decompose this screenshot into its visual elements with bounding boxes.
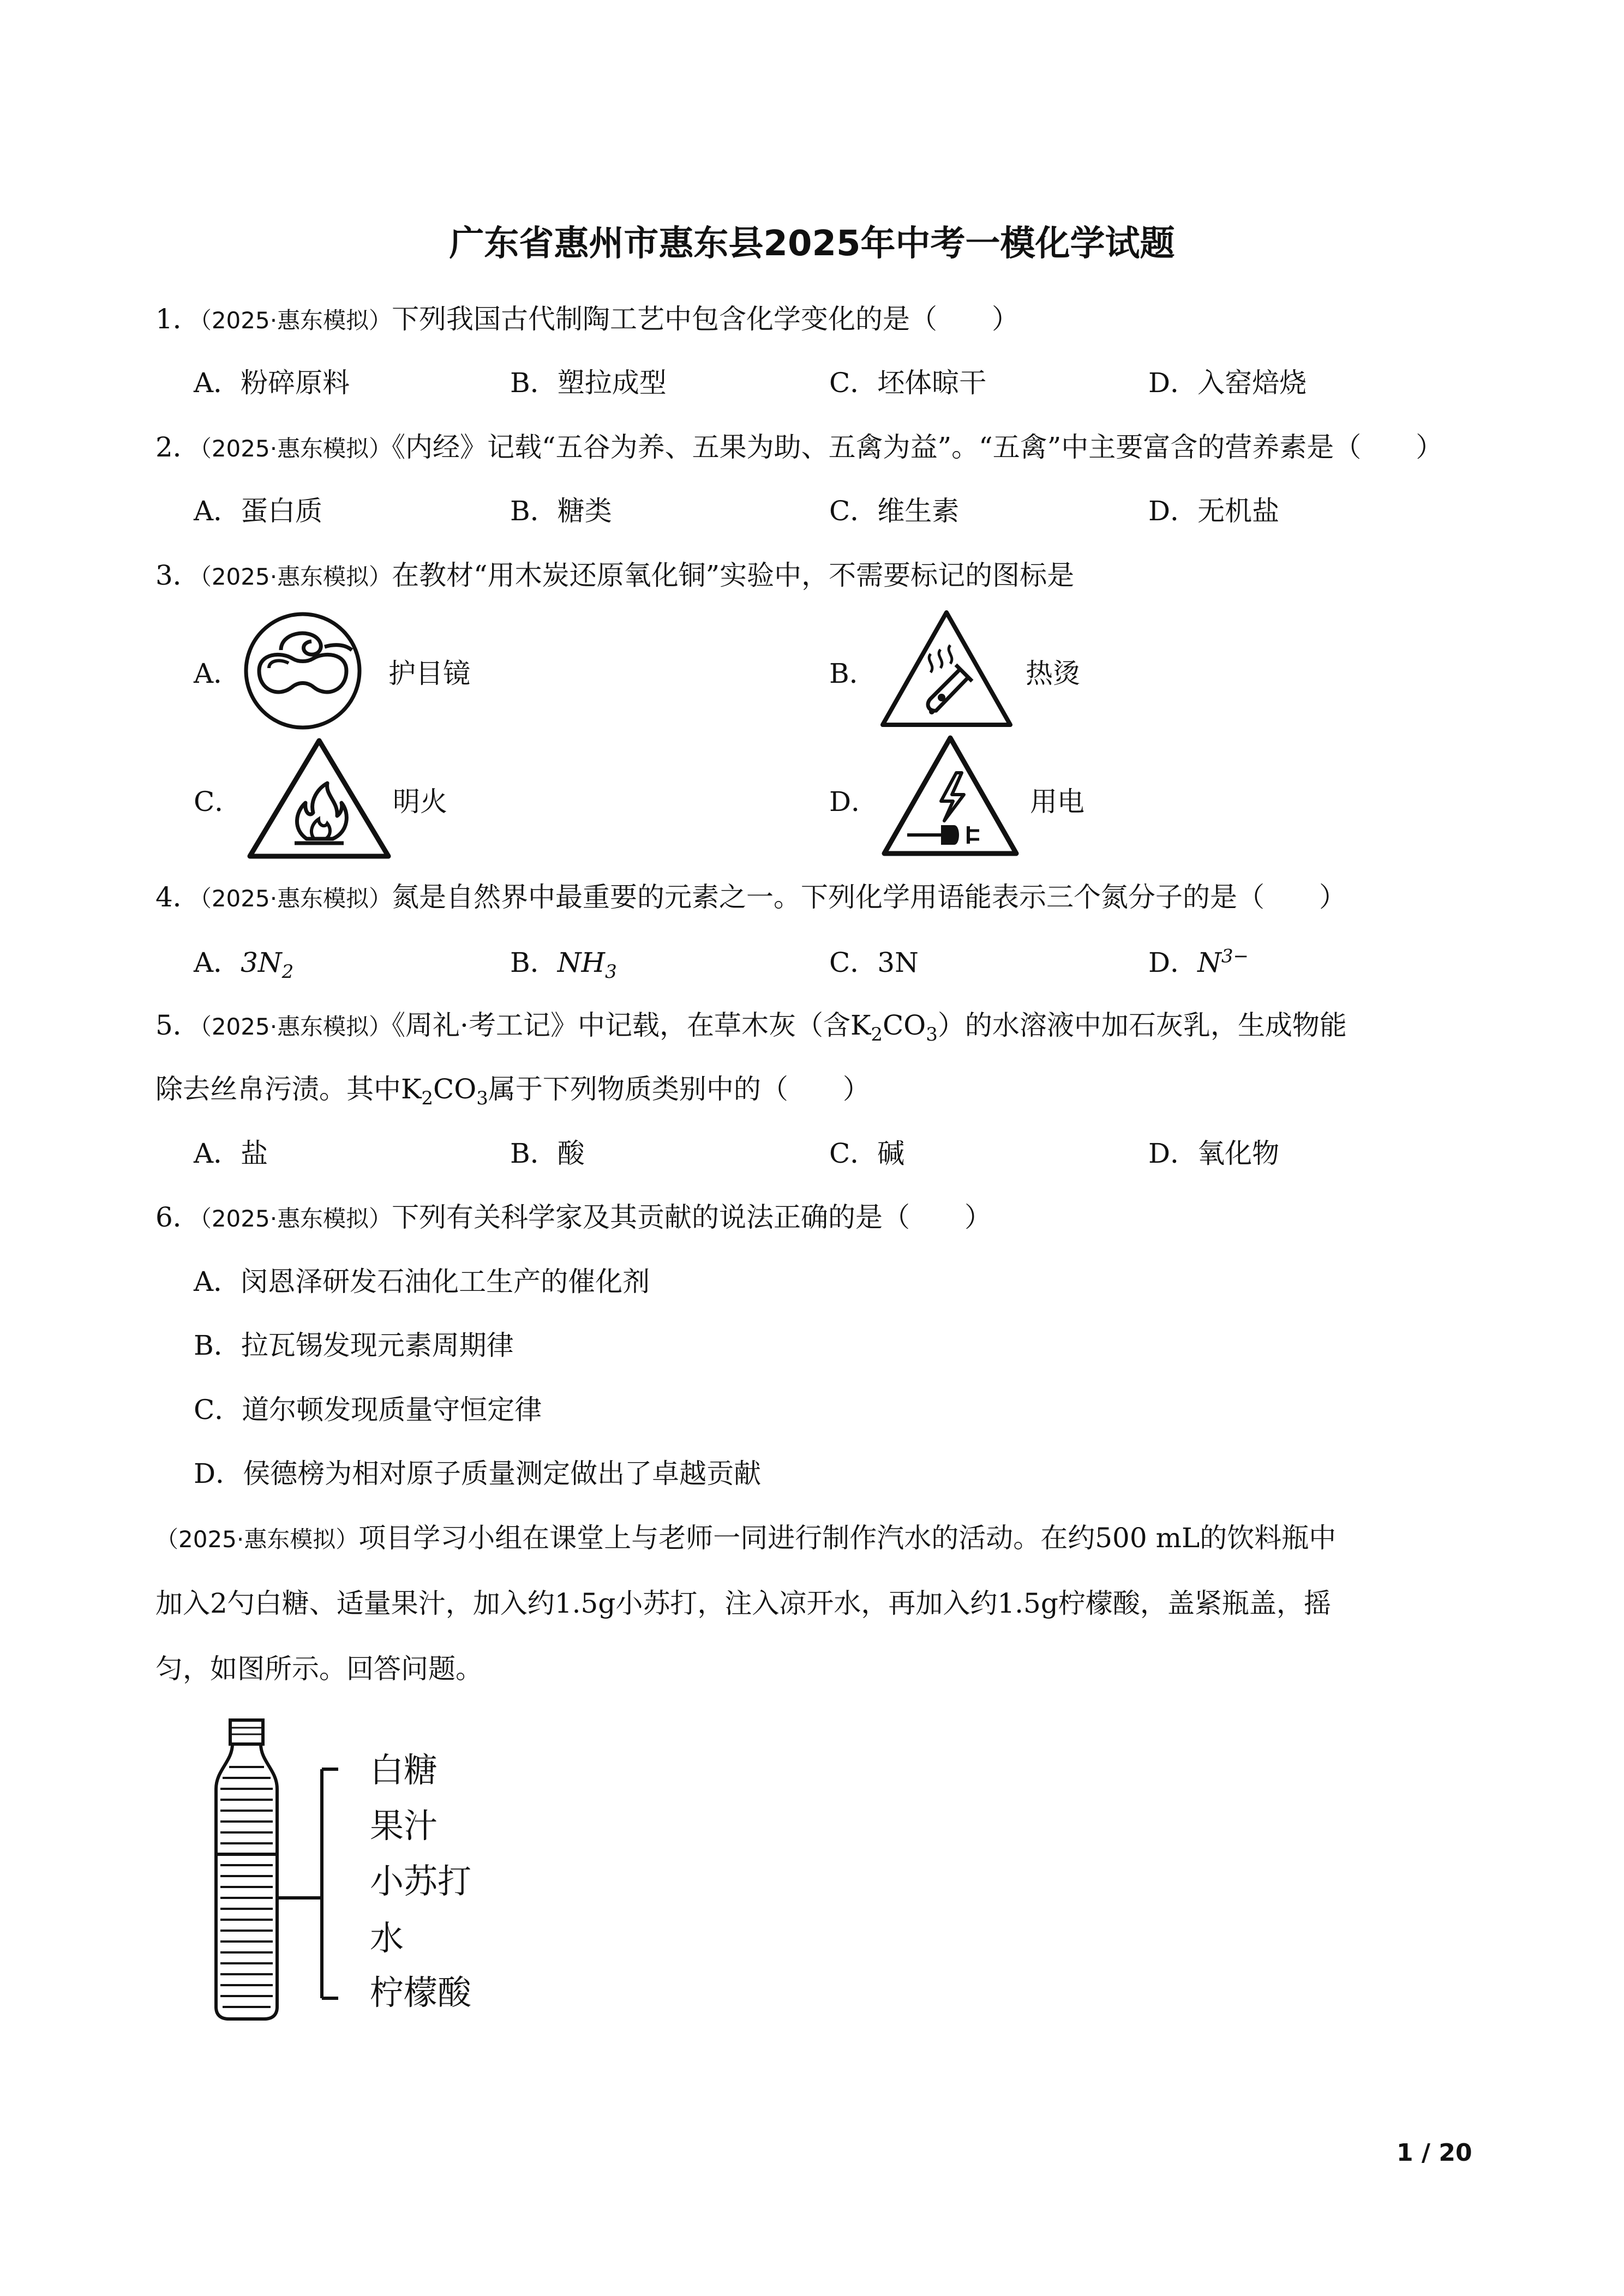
page-title: 广东省惠州市惠东县2025年中考一模化学试题 — [449, 224, 1175, 264]
q2-option-b: B．糖类 — [510, 495, 612, 527]
question-text: 《周礼·考工记》中记载，在草木灰（含K — [392, 1009, 871, 1041]
question-number: 5． — [155, 1009, 200, 1041]
goggles-icon — [243, 611, 363, 731]
q1-option-d: D．入窑焙烧 — [1148, 367, 1307, 399]
question-source-tag: （2025·惠东模拟） — [200, 307, 392, 334]
q3-option-b-label: 热烫 — [1026, 658, 1080, 689]
question-number: 4． — [155, 881, 200, 913]
passage-source-tag: （2025·惠东模拟） — [155, 1526, 359, 1553]
question-text: 氮是自然界中最重要的元素之一。下列化学用语能表示三个氮分子的是（ ） — [392, 881, 1347, 913]
question-3 — [155, 554, 1074, 593]
q2-option-c: C．维生素 — [829, 495, 960, 527]
question-text: 下列我国古代制陶工艺中包含化学变化的是（ ） — [392, 303, 1020, 335]
soda-bottle-figure — [207, 1718, 338, 2023]
question-text: 下列有关科学家及其贡献的说法正确的是（ ） — [392, 1201, 992, 1233]
question-source-tag: （2025·惠东模拟） — [200, 435, 392, 462]
question-text: 在教材“用木炭还原氧化铜”实验中，不需要标记的图标是 — [392, 560, 1075, 591]
q2-option-a: A．蛋白质 — [194, 495, 323, 527]
question-number: 1． — [155, 303, 200, 335]
q2-option-d: D．无机盐 — [1148, 495, 1280, 527]
passage-line-2: 加入2勺白糖、适量果汁，加入约1.5g小苏打，注入凉开水，再加入约1.5g柠檬酸，盖紧瓶盖，摇 — [155, 1588, 1331, 1619]
bottle-label-citric-acid: 柠檬酸 — [370, 1973, 472, 2012]
q4-option-c: C．3N — [829, 947, 919, 978]
q1-option-b: B．塑拉成型 — [510, 367, 667, 399]
q6-option-d: D．侯德榜为相对原子质量测定做出了卓越贡献 — [194, 1458, 762, 1489]
q3-option-d-letter: D． — [829, 786, 879, 818]
question-number: 2． — [155, 431, 200, 463]
formula-nh3: $NH_3$ — [557, 947, 617, 983]
q5-option-d: D．氧化物 — [1148, 1138, 1280, 1169]
q6-option-b: B．拉瓦锡发现元素周期律 — [194, 1330, 514, 1361]
question-2 — [155, 425, 1443, 465]
q4-option-a: A．$3N_2$ — [194, 947, 294, 983]
q3-option-a-label: 护目镜 — [388, 658, 470, 689]
question-1 — [155, 297, 1019, 336]
question-number: 3． — [155, 560, 200, 591]
q3-option-c-label: 明火 — [393, 786, 447, 818]
question-number: 6． — [155, 1201, 200, 1233]
electricity-icon — [881, 734, 1020, 859]
formula-n3-ion: $N^{3-}$ — [1197, 945, 1249, 978]
bottle-label-baking-soda: 小苏打 — [370, 1861, 472, 1901]
bottle-label-juice: 果汁 — [370, 1806, 438, 1846]
q6-option-a: A．闵恩泽研发石油化工生产的催化剂 — [194, 1266, 650, 1297]
q4-option-b: B．$NH_3$ — [510, 947, 617, 983]
bottle-label-water: 水 — [370, 1918, 404, 1958]
question-source-tag: （2025·惠东模拟） — [200, 885, 392, 912]
bottle-label-sugar: 白糖 — [370, 1750, 438, 1790]
question-source-tag: （2025·惠东模拟） — [200, 563, 392, 590]
q3-option-d-label: 用电 — [1030, 786, 1084, 818]
question-text: 《内经》记载“五谷为养、五果为助、五禽为益”。“五禽”中主要富含的营养素是（ ） — [392, 431, 1443, 463]
open-flame-icon — [245, 736, 393, 862]
q6-option-c: C．道尔顿发现质量守恒定律 — [194, 1394, 542, 1426]
question-4 — [155, 875, 1346, 915]
q4-option-d: D．$N^{3-}$ — [1148, 945, 1249, 978]
page-number: 1 / 20 — [1397, 2139, 1472, 2167]
question-source-tag: （2025·惠东模拟） — [200, 1205, 392, 1232]
question-6 — [155, 1195, 992, 1235]
passage-line-1: （2025·惠东模拟）项目学习小组在课堂上与老师一同进行制作汽水的活动。在约500 mL的饮料瓶中 — [155, 1522, 1337, 1554]
formula-3n2: $3N_2$ — [241, 947, 294, 983]
question-5-line-2: 除去丝帛污渍。其中$K_2CO_3$属于下列物质类别中的（ ） — [155, 1073, 870, 1109]
q1-option-c: C．坯体晾干 — [829, 367, 987, 399]
hot-surface-icon — [878, 608, 1015, 731]
q5-option-b: B．酸 — [510, 1138, 585, 1169]
question-source-tag: （2025·惠东模拟） — [200, 1013, 392, 1040]
q1-option-a: A．粉碎原料 — [194, 367, 350, 399]
question-5: 5．（2025·惠东模拟）《周礼·考工记》中记载，在草木灰（含$K_2CO_3$）的水溶液中加石灰乳，生成物能 — [155, 1009, 1347, 1045]
q5-option-a: A．盐 — [194, 1138, 268, 1169]
q5-option-c: C．碱 — [829, 1138, 905, 1169]
q3-option-a-letter: A． — [194, 658, 241, 689]
passage-line-3: 匀，如图所示。回答问题。 — [155, 1653, 483, 1685]
q3-option-b-letter: B． — [829, 658, 877, 689]
q3-option-c-letter: C． — [194, 786, 242, 818]
